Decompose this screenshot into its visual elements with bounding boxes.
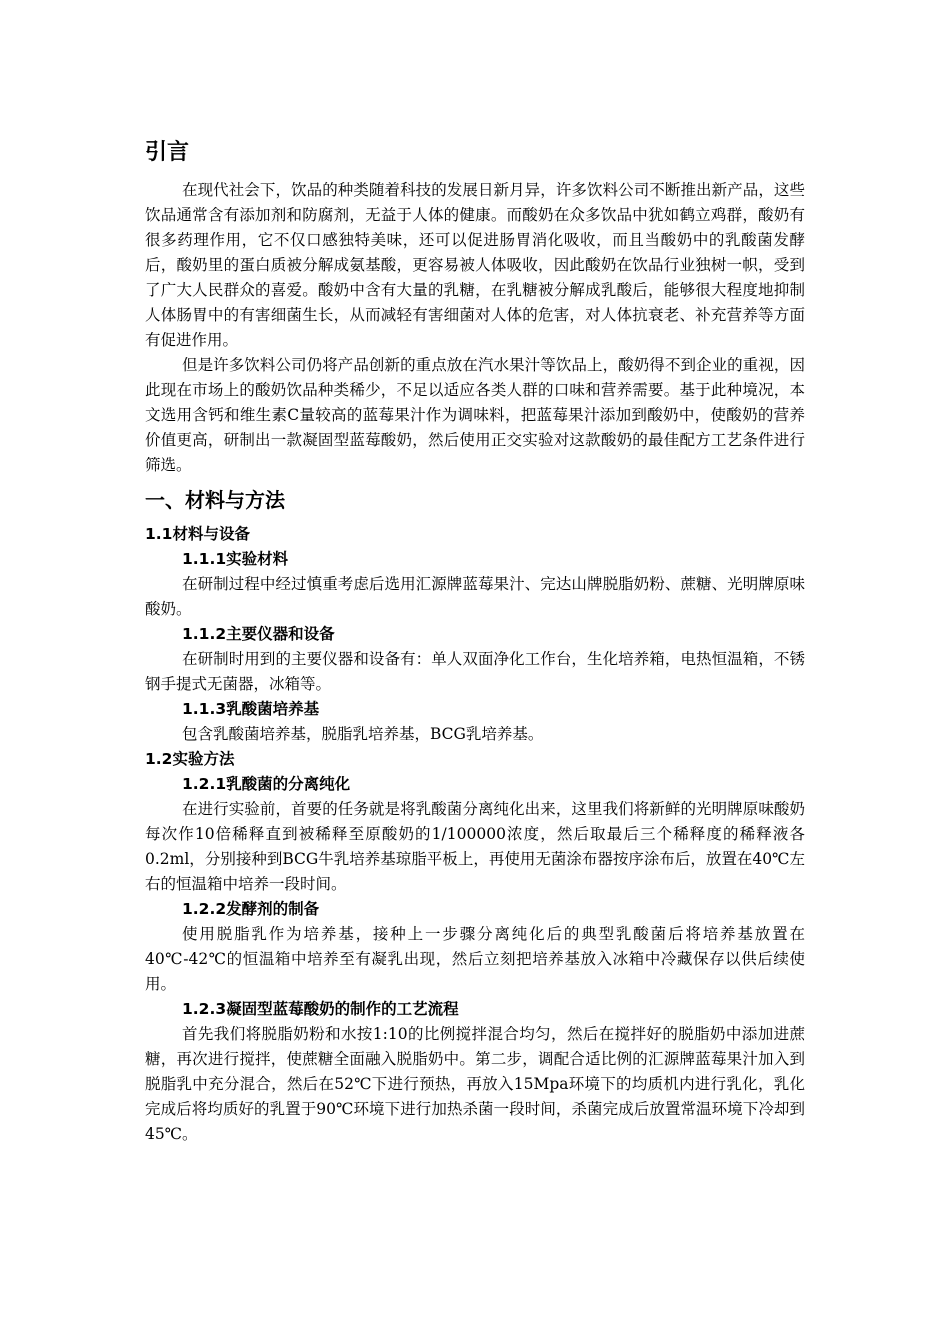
section-heading-materials-methods: 一、材料与方法 bbox=[145, 488, 285, 512]
intro-heading: 引言 bbox=[145, 140, 190, 165]
intro-paragraph-1: 在现代社会下，饮品的种类随着科技的发展日新月异，许多饮料公司不断推出新产品，这些饮品通常含有添加剂和防腐剂，无益于人体的健康。而酸奶在众多饮品中犹如鹤立鸡群，酸奶有很多药理作用，它不仅口感独特美味，还可以促进肠胃消化吸收，而且当酸奶中的乳酸菌发酵后，酸奶里的蛋白质被分解成氨基酸，更容易被人体吸收，因此酸奶在饮品行业独树一帜，受到了广大人民群众的喜爱。酸奶中含有大量的乳糖，在乳糖被分解成乳酸后，能够很大程度地抑制人体肠胃中的有害细菌生长，从而减轻有害细菌对人体的危害，对人体抗衰老、补充营养等方面有促进作用。 bbox=[145, 181, 805, 349]
subsubsection-heading-1-2-3: 1.2.3凝固型蓝莓酸奶的制作的工艺流程 bbox=[182, 1000, 459, 1018]
subsubsection-heading-1-2-1: 1.2.1乳酸菌的分离纯化 bbox=[182, 775, 351, 793]
document-page bbox=[145, 134, 805, 1147]
subsubsection-heading-1-2-2: 1.2.2发酵剂的制备 bbox=[182, 900, 320, 918]
subsection-heading-1-2: 1.2实验方法 bbox=[145, 750, 235, 768]
subsection-heading-1-1: 1.1材料与设备 bbox=[145, 525, 250, 543]
subsubsection-heading-1-1-2: 1.1.2主要仪器和设备 bbox=[182, 625, 335, 643]
intro-paragraph-2: 但是许多饮料公司仍将产品创新的重点放在汽水果汁等饮品上，酸奶得不到企业的重视，因此现在市场上的酸奶饮品种类稀少，不足以适应各类人群的口味和营养需要。基于此种境况，本文选用含钙和维生素C量较高的蓝莓果汁作为调味料，把蓝莓果汁添加到酸奶中，使酸奶的营养价值更高，研制出一款凝固型蓝莓酸奶，然后使用正交实验对这款酸奶的最佳配方工艺条件进行筛选。 bbox=[145, 356, 805, 474]
paragraph-1-1-1: 在研制过程中经过慎重考虑后选用汇源牌蓝莓果汁、完达山牌脱脂奶粉、蔗糖、光明牌原味酸奶。 bbox=[145, 575, 805, 618]
paragraph-1-2-2: 使用脱脂乳作为培养基，接种上一步骤分离纯化后的典型乳酸菌后将培养基放置在40℃-42℃的恒温箱中培养至有凝乳出现，然后立刻把培养基放入冰箱中冷藏保存以供后续使用。 bbox=[145, 925, 805, 993]
paragraph-1-2-1: 在进行实验前，首要的任务就是将乳酸菌分离纯化出来，这里我们将新鲜的光明牌原味酸奶每次作10倍稀释直到被稀释至原酸奶的1/100000浓度，然后取最后三个稀释度的稀释液各0.2ml，分别接种到BCG牛乳培养基琼脂平板上，再使用无菌涂布器按序涂布后，放置在40℃左右的恒温箱中培养一段时间。 bbox=[145, 800, 805, 893]
paragraph-1-1-2: 在研制时用到的主要仪器和设备有：单人双面净化工作台，生化培养箱，电热恒温箱，不锈钢手提式无菌器，冰箱等。 bbox=[145, 650, 805, 693]
paragraph-1-2-3: 首先我们将脱脂奶粉和水按1:10的比例搅拌混合均匀，然后在搅拌好的脱脂奶中添加进蔗糖，再次进行搅拌，使蔗糖全面融入脱脂奶中。第二步，调配合适比例的汇源牌蓝莓果汁加入到脱脂乳中充分混合，然后在52℃下进行预热，再放入15Mpa环境下的均质机内进行乳化，乳化完成后将均质好的乳置于90℃环境下进行加热杀菌一段时间，杀菌完成后放置常温环境下冷却到45℃。 bbox=[145, 1025, 805, 1143]
paragraph-1-1-3: 包含乳酸菌培养基，脱脂乳培养基，BCG乳培养基。 bbox=[182, 725, 544, 743]
subsubsection-heading-1-1-3: 1.1.3乳酸菌培养基 bbox=[182, 700, 320, 718]
subsubsection-heading-1-1-1: 1.1.1实验材料 bbox=[182, 550, 289, 568]
